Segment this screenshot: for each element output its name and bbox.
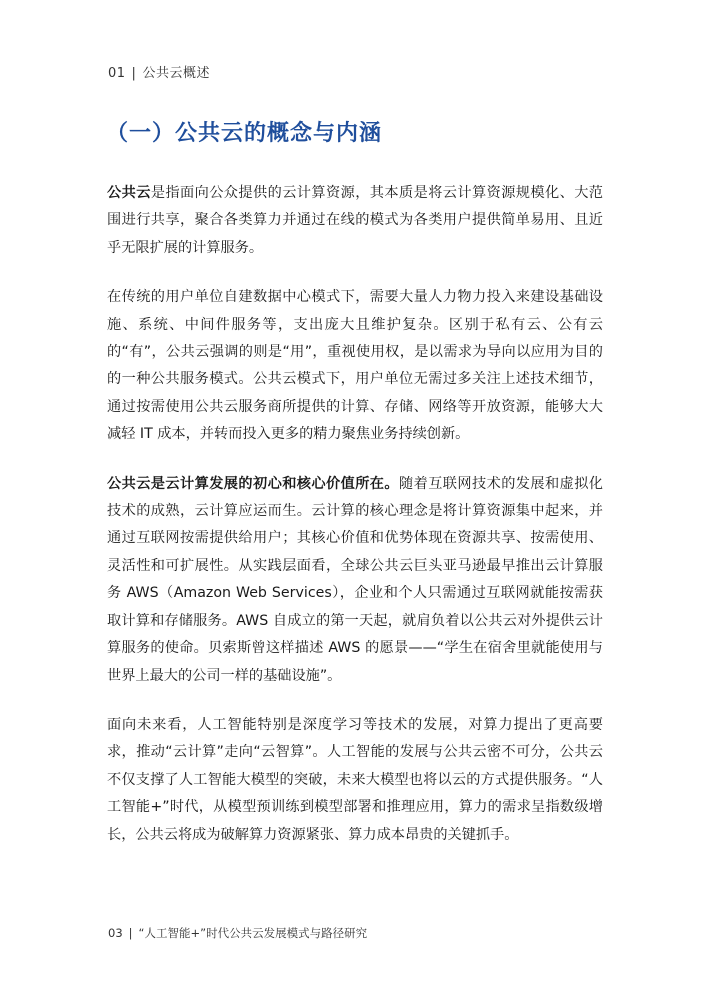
footer-page-number: 03 <box>108 926 123 940</box>
section-title: （一）公共云的概念与内涵 <box>106 121 383 146</box>
running-header <box>108 62 210 81</box>
footer-document-title: “人工智能+”时代公共云发展模式与路径研究 <box>138 926 368 940</box>
body-content <box>107 180 603 871</box>
header-section-name: 公共云概述 <box>142 66 210 81</box>
paragraph-definition <box>107 180 603 262</box>
footer-separator: | <box>128 926 133 940</box>
header-page-number: 01 <box>108 66 126 81</box>
paragraph-lead: 公共云是云计算发展的初心和核心价值所在。 <box>107 475 399 492</box>
paragraph-text: 面向未来看，人工智能特别是深度学习等技术的发展，对算力提出了更高要求，推动“云计算”走向“云智算”。人工智能的发展与公共云密不可分，公共云不仅支撑了人工智能大模型的突破，未来大模型也将以云的方式提供服务。“人工智能+”时代，从模型预训练到模型部署和推理应用，算力的需求呈指数级增长，公共云将成为破解算力资源紧张、算力成本昂贵的关键抓手。 <box>107 716 603 843</box>
running-footer <box>108 925 367 941</box>
paragraph-text: 随着互联网技术的发展和虚拟化技术的成熟，云计算应运而生。云计算的核心理念是将计算资源集中起来，并通过互联网按需提供给用户；其核心价值和优势体现在资源共享、按需使用、灵活性和可扩展性。从实践层面看，全球公共云巨头亚马逊最早推出云计算服务 AWS（Amazon Web Services），企业和个人只需通过互联网就能按需获取计算和存储服务。AWS 自成立的第一天起，就肩负着以公共云对外提供云计算服务的使命。贝索斯曾这样描述 AWS 的愿景——“学生在宿舍里就能使用与世界上最大的公司一样的基础设施”。 <box>107 475 603 684</box>
paragraph-traditional-model <box>107 284 603 448</box>
header-separator: | <box>131 66 137 81</box>
paragraph-text: 是指面向公众提供的云计算资源，其本质是将云计算资源规模化、大范围进行共享，聚合各类算力并通过在线的模式为各类用户提供简单易用、且近乎无限扩展的计算服务。 <box>107 185 603 256</box>
paragraph-core-value <box>107 471 603 690</box>
paragraph-text: 在传统的用户单位自建数据中心模式下，需要大量人力物力投入来建设基础设施、系统、中间件服务等，支出庞大且维护复杂。区别于私有云、公有云的“有”，公共云强调的则是“用”，重视使用权，是以需求为导向以应用为目的的一种公共服务模式。公共云模式下，用户单位无需过多关注上述技术细节，通过按需使用公共云服务商所提供的计算、存储、网络等开放资源，能够大大减轻 IT 成本，并转而投入更多的精力聚焦业务持续创新。 <box>107 289 603 443</box>
paragraph-future <box>107 712 603 849</box>
paragraph-lead: 公共云 <box>107 185 151 201</box>
